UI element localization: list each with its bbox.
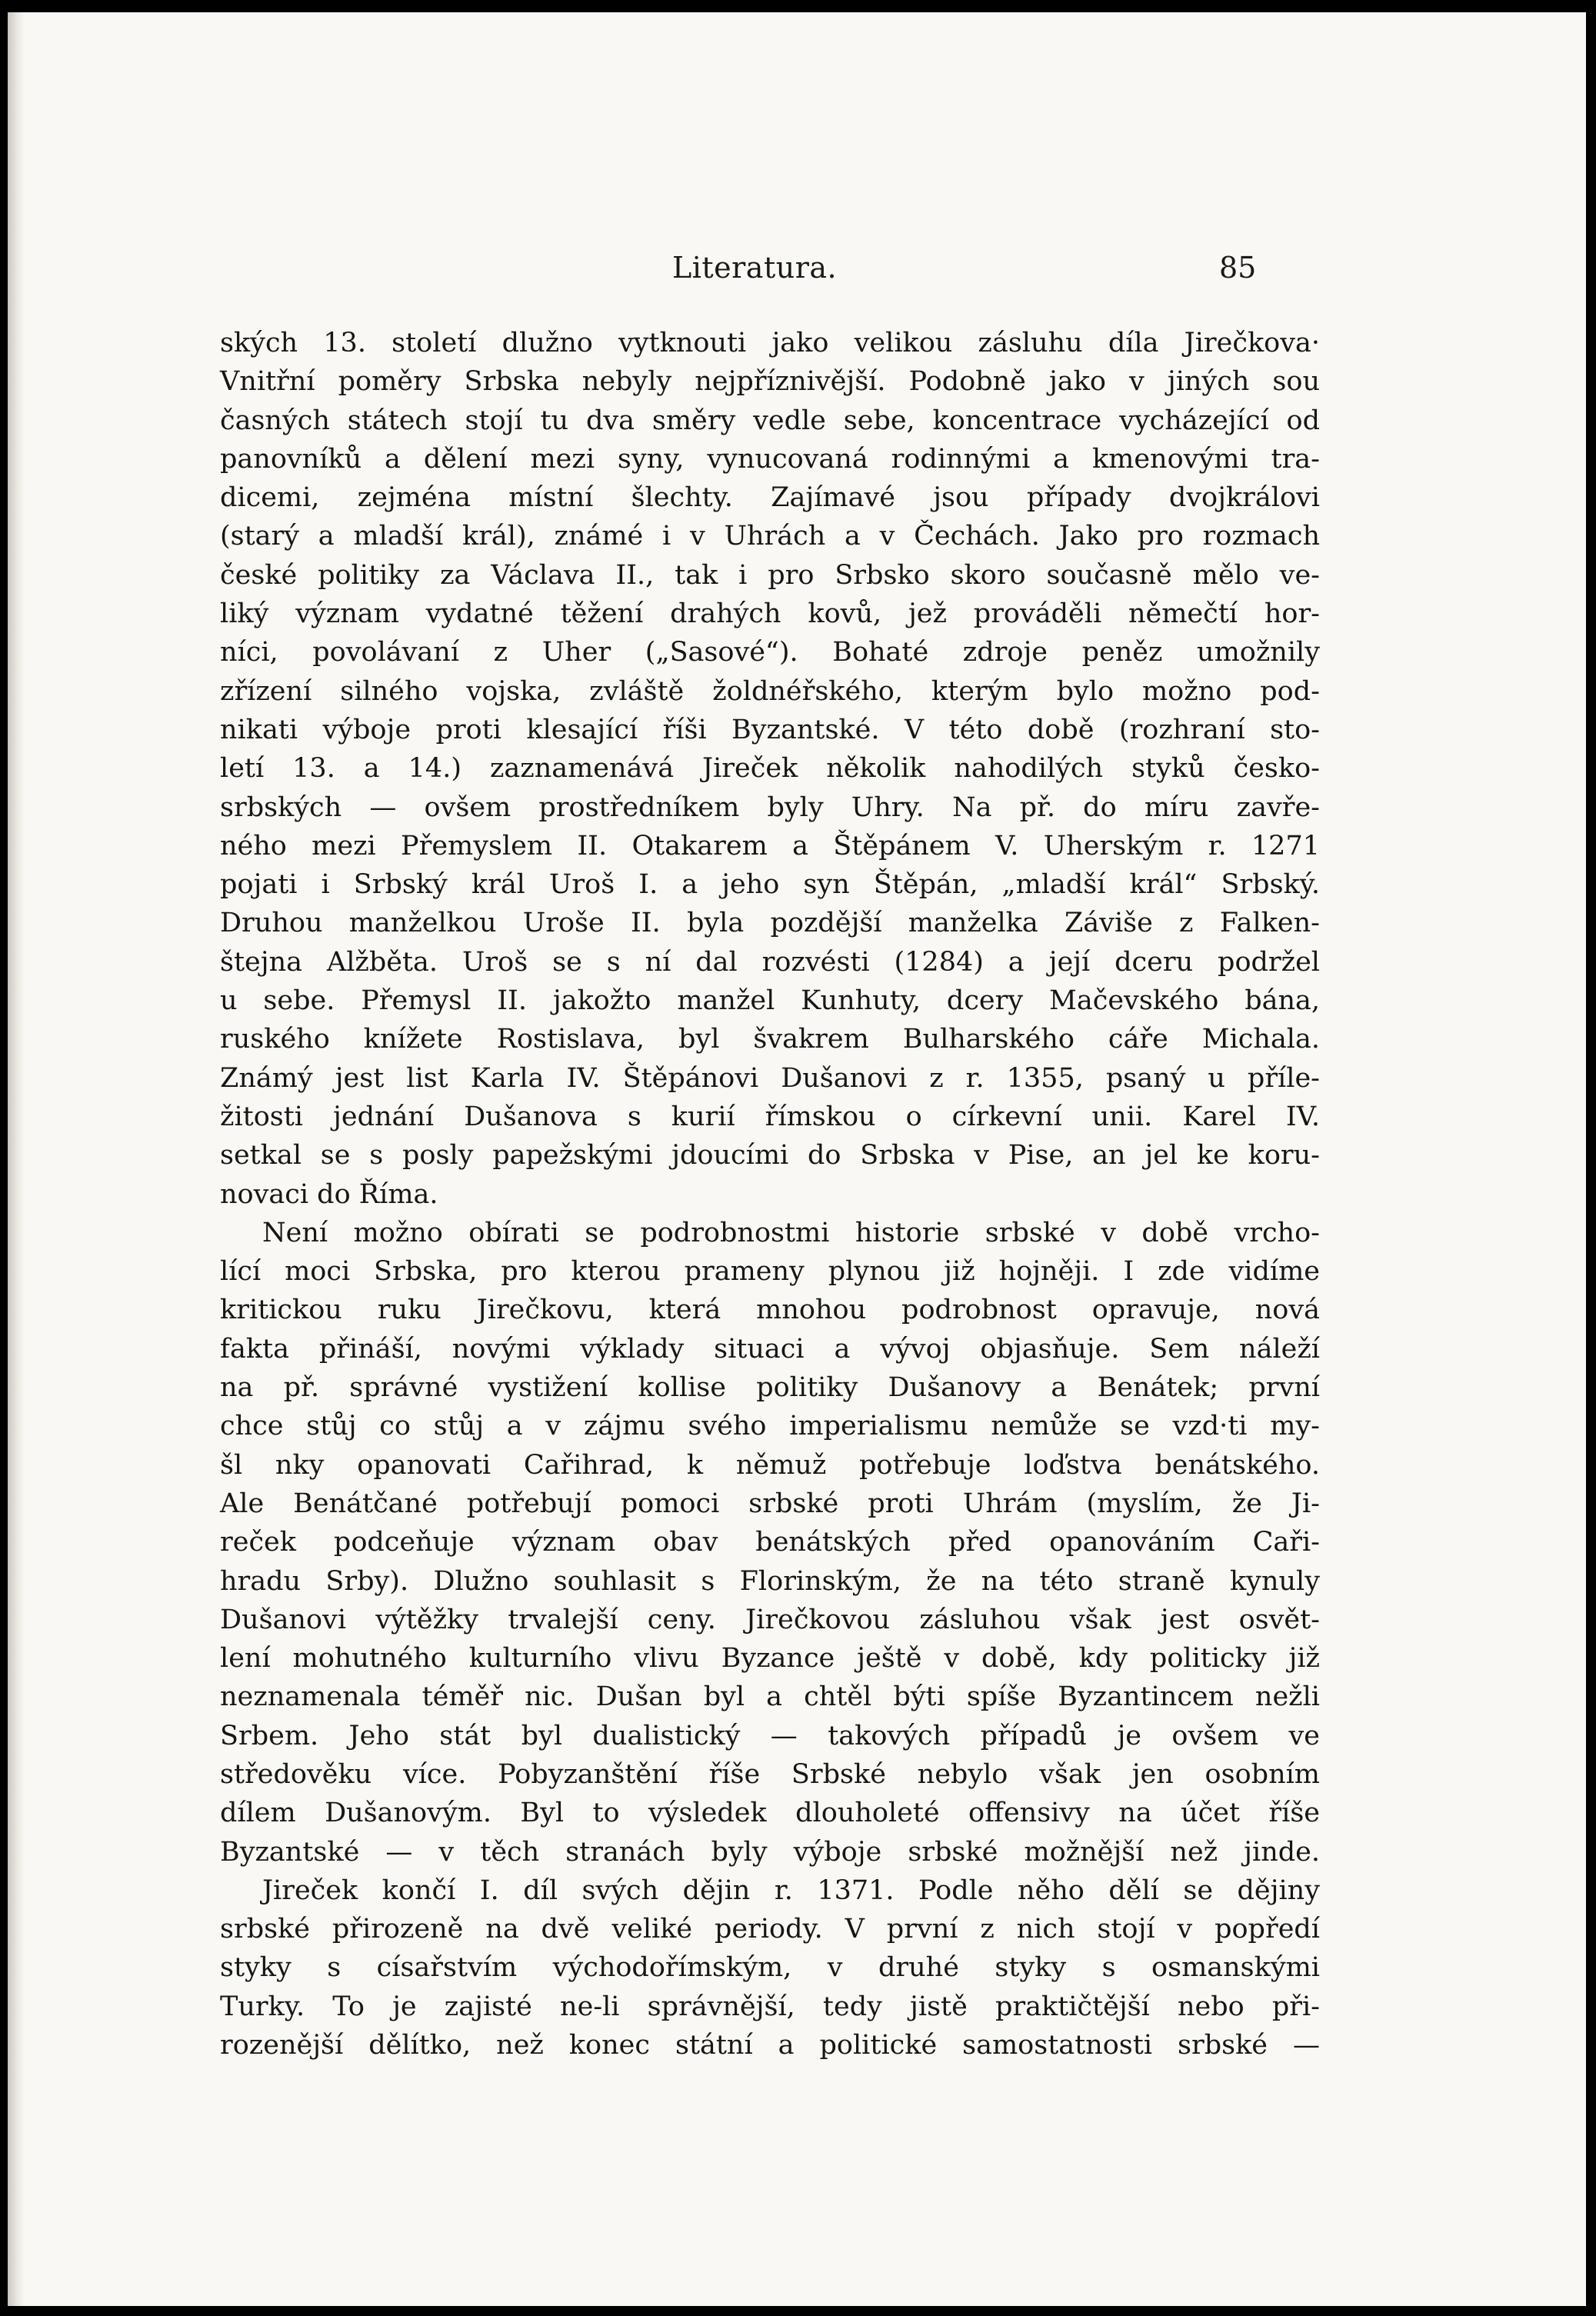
page-spine-shadow [8, 12, 25, 2306]
running-head [8, 243, 1586, 297]
text-line: pojati i Srbský král Uroš I. a jeho syn Štěpán, „mladší král“ Srbský. [220, 869, 1320, 901]
text-line: nikati výboje proti klesající říši Byzantské. V této době (rozhraní sto- [220, 714, 1320, 745]
text-line: liký význam vydatné těžení drahých kovů, jež prováděli němečtí hor- [220, 598, 1320, 630]
page-number: 85 [1219, 251, 1257, 285]
text-line: letí 13. a 14.) zaznamenává Jireček několik nahodilých styků česko- [220, 753, 1320, 785]
book-page [8, 12, 1586, 2306]
text-line: setkal se s posly papežskými jdoucími do Srbska v Pise, an jel ke koru- [220, 1140, 1320, 1171]
text-line: Známý jest list Karla IV. Štěpánovi Dušanovi z r. 1355, psaný u příle- [220, 1062, 1320, 1094]
text-line: styky s císařstvím východořímským, v druhé styky s osmanskými [220, 1952, 1320, 1984]
text-line: dicemi, zejména místní šlechty. Zajímavé jsou případy dvojkrálovi [220, 482, 1320, 514]
text-line: ruského knížete Rostislava, byl švakrem Bulharského cáře Michala. [220, 1024, 1320, 1055]
text-line: níci, povolávaní z Uher („Sasové“). Bohaté zdroje peněz umožnily [220, 637, 1320, 668]
text-line: žitosti jednání Dušanova s kurií římskou o církevní unii. Karel IV. [220, 1101, 1320, 1132]
text-line: Dušanovi výtěžky trvalejší ceny. Jirečkovou zásluhou však jest osvět- [220, 1604, 1320, 1635]
text-line: Turky. To je zajisté ne-li správnější, tedy jistě praktičtější nebo při- [220, 1991, 1320, 2022]
text-line: Jireček končí I. díl svých dějin r. 1371. Podle něho dělí se dějiny [262, 1874, 1320, 1906]
text-line: české politiky za Václava II., tak i pro Srbsko skoro současně mělo ve- [220, 559, 1320, 591]
text-line: šl nky opanovati Cařihrad, k němuž potřebuje loďstva benátského. [220, 1449, 1320, 1481]
text-line: panovníků a dělení mezi syny, vynucovaná rodinnými a kmenovými tra- [220, 443, 1320, 475]
text-line: Není možno obírati se podrobnostmi historie srbské v době vrcho- [262, 1217, 1320, 1248]
text-line: zřízení silného vojska, zvláště žoldnéřského, kterým bylo možno pod- [220, 675, 1320, 707]
text-line: Byzantské — v těch stranách byly výboje srbské možnější než jinde. [220, 1836, 1320, 1868]
text-line: dílem Dušanovým. Byl to výsledek dlouholeté offensivy na účet říše [220, 1798, 1320, 1829]
text-line: kritickou ruku Jirečkovu, která mnohou podrobnost opravuje, nová [220, 1295, 1320, 1326]
text-line: štejna Alžběta. Uroš se s ní dal rozvésti (1284) a její dceru podržel [220, 946, 1320, 978]
text-line: lící moci Srbska, pro kterou prameny plynou již hojněji. I zde vidíme [220, 1256, 1320, 1288]
text-line: srbských — ovšem prostředníkem byly Uhry. Na př. do míru zavře- [220, 791, 1320, 823]
text-line: u sebe. Přemysl II. jakožto manžel Kunhuty, dcery Mačevského bána, [220, 985, 1320, 1017]
text-line: časných státech stojí tu dva směry vedle sebe, koncentrace vycházející od [220, 405, 1320, 436]
text-line: fakta přináší, novými výklady situaci a vývoj objasňuje. Sem náleží [220, 1333, 1320, 1365]
body-text [220, 324, 1320, 2064]
text-line: Ale Benátčané potřebují pomoci srbské proti Uhrám (myslím, že Ji- [220, 1488, 1320, 1519]
text-line: lení mohutného kulturního vlivu Byzance ještě v době, kdy politicky již [220, 1643, 1320, 1675]
text-line: Vnitřní poměry Srbska nebyly nejpříznivější. Podobně jako v jiných sou [220, 366, 1320, 398]
text-line: srbské přirozeně na dvě veliké periody. V první z nich stojí v popředí [220, 1914, 1320, 1945]
text-line: hradu Srby). Dlužno souhlasit s Florinským, že na této straně kynuly [220, 1565, 1320, 1597]
text-line: rozenější dělítko, než konec státní a politické samostatnosti srbské — [220, 2030, 1320, 2061]
text-line: ného mezi Přemyslem II. Otakarem a Štěpánem V. Uherským r. 1271 [220, 830, 1320, 861]
running-title: Literatura. [672, 251, 838, 285]
text-line: Druhou manželkou Uroše II. byla pozdější manželka Záviše z Falken- [220, 908, 1320, 939]
text-line: reček podceňuje význam obav benátských před opanováním Caři- [220, 1527, 1320, 1558]
text-line: středověku více. Pobyzanštění říše Srbské nebylo však jen osobním [220, 1758, 1320, 1790]
text-line: (starý a mladší král), známé i v Uhrách a v Čechách. Jako pro rozmach [220, 521, 1320, 552]
text-line: novaci do Říma. [220, 1178, 438, 1210]
text-line: na př. správné vystižení kollise politiky Dušanovy a Benátek; první [220, 1372, 1320, 1404]
text-line: chce stůj co stůj a v zájmu svého imperialismu nemůže se vzd·ti my- [220, 1411, 1320, 1442]
text-line: Srbem. Jeho stát byl dualistický — takových případů je ovšem ve [220, 1720, 1320, 1751]
text-line: ských 13. století dlužno vytknouti jako velikou zásluhu díla Jirečkova· [220, 328, 1320, 358]
text-line: neznamenala téměř nic. Dušan byl a chtěl býti spíše Byzantincem nežli [220, 1681, 1320, 1713]
